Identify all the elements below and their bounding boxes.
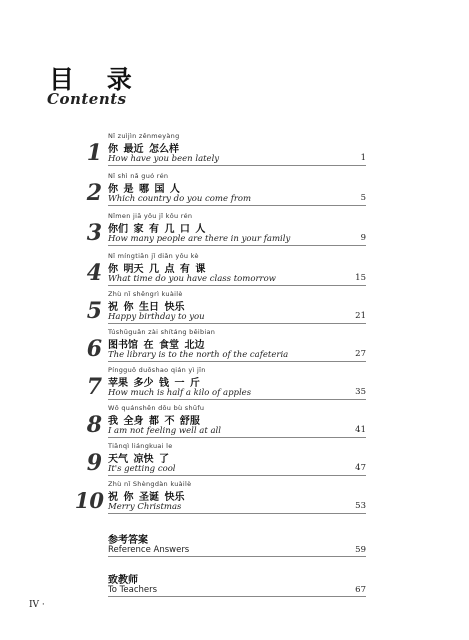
- lesson-title-english: Happy birthday to you: [108, 312, 205, 322]
- toc-entry-lesson-4[interactable]: [0, 252, 469, 292]
- lesson-title-english: How have you been lately: [108, 154, 220, 164]
- lesson-title-chinese: 祝 你 圣诞 快乐: [108, 492, 185, 503]
- lesson-pinyin: Zhù nǐ Shèngdàn kuàilè: [108, 480, 192, 488]
- page-number: 21: [355, 311, 366, 321]
- divider: [108, 323, 366, 324]
- toc-entry-lesson-3[interactable]: [0, 212, 469, 252]
- lesson-pinyin: Túshūguǎn zài shítáng běibian: [108, 328, 216, 336]
- lesson-title-english: Which country do you come from: [108, 194, 252, 204]
- lesson-number: 1: [86, 140, 102, 166]
- lesson-pinyin: Nǐ zuìjìn zěnmeyàng: [108, 132, 180, 140]
- toc-entry-lesson-6[interactable]: [0, 328, 469, 368]
- page-number: 67: [355, 585, 366, 595]
- lesson-title-english: The library is to the north of the cafeteria: [108, 350, 289, 360]
- lesson-pinyin: Zhù nǐ shēngrì kuàilè: [108, 290, 183, 298]
- divider: [108, 361, 366, 362]
- lesson-pinyin: Nǐ shì nǎ guó rén: [108, 172, 169, 180]
- lesson-number: 6: [86, 336, 102, 362]
- lesson-title-english: What time do you have class tomorrow: [108, 274, 276, 284]
- lesson-number: 7: [86, 374, 102, 400]
- divider: [108, 165, 366, 166]
- lesson-title-english: Merry Christmas: [108, 502, 182, 512]
- divider: [108, 556, 366, 557]
- divider: [108, 437, 366, 438]
- divider: [108, 205, 366, 206]
- lesson-number: 10: [74, 488, 104, 513]
- lesson-number: 2: [86, 180, 102, 206]
- lesson-title-chinese: 图书馆 在 食堂 北边: [108, 340, 205, 351]
- lesson-title-english: How much is half a kilo of apples: [108, 388, 252, 398]
- toc-entry-lesson-10[interactable]: [0, 480, 469, 520]
- lesson-title-english: It's getting cool: [108, 464, 176, 474]
- toc-entry-lesson-7[interactable]: [0, 366, 469, 406]
- toc-entry-lesson-2[interactable]: [0, 172, 469, 212]
- lesson-pinyin: Píngguǒ duōshao qián yì jīn: [108, 366, 206, 374]
- lesson-title-chinese: 你 明天 几 点 有 课: [108, 264, 206, 275]
- divider: [108, 475, 366, 476]
- divider: [108, 596, 366, 597]
- divider: [108, 399, 366, 400]
- lesson-pinyin: Wǒ quánshēn dōu bù shūfu: [108, 404, 205, 412]
- toc-entry-reference-answers[interactable]: [0, 526, 469, 566]
- lesson-title-chinese: 我 全身 都 不 舒服: [108, 416, 200, 427]
- lesson-title-chinese: 你们 家 有 几 口 人: [108, 224, 206, 235]
- toc-entry-lesson-1[interactable]: [0, 132, 469, 172]
- lesson-number: 8: [86, 412, 102, 438]
- divider: [108, 245, 366, 246]
- contents-title-english: Contents: [47, 90, 127, 108]
- lesson-number: 3: [86, 220, 102, 246]
- page-number: 15: [355, 273, 366, 283]
- lesson-title-english: I am not feeling well at all: [108, 426, 221, 436]
- lesson-pinyin: Tiānqì liángkuai le: [108, 442, 173, 450]
- lesson-title-english: How many people are there in your family: [108, 234, 291, 244]
- lesson-number: 9: [86, 450, 102, 476]
- page-number: 59: [355, 545, 366, 555]
- lesson-number: 5: [86, 298, 102, 324]
- page-number: 53: [355, 501, 366, 511]
- appendix-title-chinese: 致教师: [108, 575, 138, 586]
- toc-entry-lesson-9[interactable]: [0, 442, 469, 482]
- lesson-title-chinese: 你 是 哪 国 人: [108, 184, 180, 195]
- page-footer-number: IV ·: [29, 600, 45, 610]
- lesson-title-chinese: 祝 你 生日 快乐: [108, 302, 185, 313]
- divider: [108, 513, 366, 514]
- contents-title-chinese: 目 录: [49, 65, 144, 94]
- appendix-title-english: Reference Answers: [108, 545, 190, 555]
- page-number: 5: [360, 193, 366, 203]
- page-number: 9: [360, 233, 366, 243]
- toc-entry-lesson-8[interactable]: [0, 404, 469, 444]
- page-number: 41: [355, 425, 366, 435]
- toc-entry-lesson-5[interactable]: [0, 290, 469, 330]
- toc-entry-to-teachers[interactable]: [0, 566, 469, 606]
- appendix-title-english: To Teachers: [108, 585, 158, 595]
- lesson-title-chinese: 苹果 多少 钱 一 斤: [108, 378, 200, 389]
- page-number: 1: [360, 153, 366, 163]
- appendix-title-chinese: 参考答案: [108, 535, 148, 546]
- lesson-title-chinese: 你 最近 怎么样: [108, 144, 179, 155]
- divider: [108, 285, 366, 286]
- lesson-number: 4: [86, 260, 102, 286]
- page-number: 35: [355, 387, 366, 397]
- lesson-pinyin: Nǐ míngtiān jǐ diǎn yǒu kè: [108, 252, 199, 260]
- page-number: 47: [355, 463, 366, 473]
- page-number: 27: [355, 349, 366, 359]
- lesson-pinyin: Nǐmen jiā yǒu jǐ kǒu rén: [108, 212, 193, 220]
- lesson-title-chinese: 天气 凉快 了: [108, 454, 169, 465]
